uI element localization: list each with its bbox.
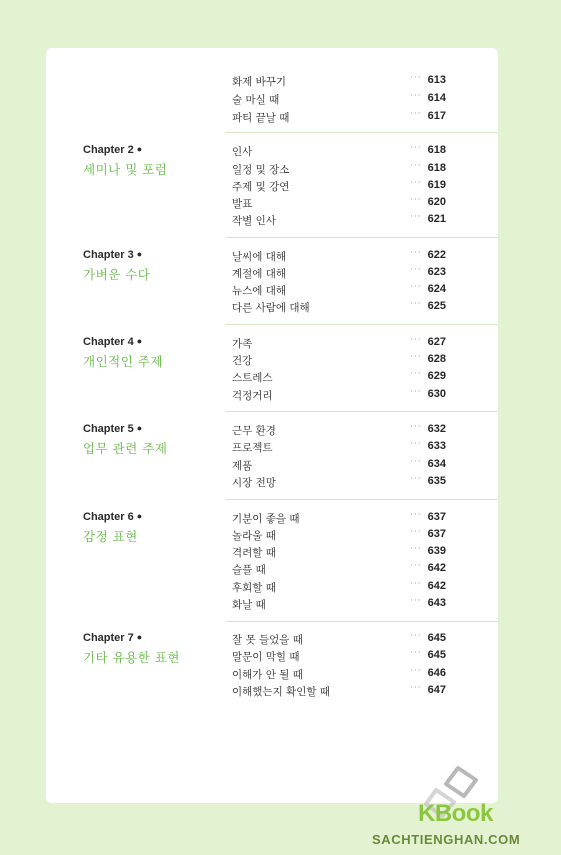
entry-page: 646 [427, 667, 446, 679]
toc-entry[interactable] [46, 423, 498, 440]
entry-title: 화제 바꾸기 [232, 76, 287, 88]
chapter-label: Chapter 2 ● [83, 144, 143, 156]
toc-entry[interactable] [46, 562, 498, 579]
entry-page: 617 [427, 110, 446, 122]
toc-entry[interactable] [46, 196, 498, 213]
entry-title: 일정 및 장소 [232, 164, 290, 176]
entry-page: 630 [427, 388, 446, 400]
entry-page: 645 [427, 632, 446, 644]
toc-entry[interactable] [46, 528, 498, 545]
chapter-title[interactable]: 개인적인 주제 [83, 354, 163, 369]
entry-page: 633 [427, 440, 446, 452]
entry-title: 말문이 막힐 때 [232, 651, 300, 663]
leader-dots: ··· [410, 631, 422, 641]
chapter-title[interactable]: 세미나 및 포럼 [83, 162, 168, 177]
entry-title: 건강 [232, 355, 253, 367]
leader-dots: ··· [410, 369, 422, 379]
toc-entry[interactable] [46, 475, 498, 492]
entry-page: 623 [427, 266, 446, 278]
leader-dots: ··· [410, 195, 422, 205]
entry-title: 놀라울 때 [232, 530, 276, 542]
leader-dots: ··· [410, 683, 422, 693]
toc-entry[interactable] [46, 649, 498, 666]
entry-page: 628 [427, 353, 446, 365]
entry-title: 이해가 안 될 때 [232, 669, 303, 681]
toc-entry[interactable] [46, 440, 498, 457]
chapter-title[interactable]: 감정 표현 [83, 529, 138, 544]
entry-title: 격려할 때 [232, 547, 276, 559]
entry-title: 술 마실 때 [232, 94, 280, 106]
entry-page: 635 [427, 475, 446, 487]
entry-page: 629 [427, 370, 446, 382]
entry-page: 643 [427, 597, 446, 609]
section-divider [226, 132, 498, 133]
toc-entry[interactable] [46, 545, 498, 562]
leader-dots: ··· [410, 91, 422, 101]
leader-dots: ··· [410, 439, 422, 449]
entry-title: 날씨에 대해 [232, 251, 287, 263]
leader-dots: ··· [410, 265, 422, 275]
entry-page: 625 [427, 300, 446, 312]
entry-title: 다른 사람에 대해 [232, 302, 310, 314]
toc-entry[interactable] [46, 179, 498, 196]
entry-title: 걱정거리 [232, 390, 273, 402]
chapter-title[interactable]: 업무 관련 주제 [83, 441, 168, 456]
leader-dots: ··· [410, 596, 422, 606]
entry-page: 627 [427, 336, 446, 348]
entry-title: 발표 [232, 198, 253, 210]
chapter-label: Chapter 6 ● [83, 511, 143, 523]
entry-title: 화날 때 [232, 599, 266, 611]
chapter-label: Chapter 4 ● [83, 336, 143, 348]
toc-entry[interactable] [46, 458, 498, 475]
leader-dots: ··· [410, 248, 422, 258]
leader-dots: ··· [410, 387, 422, 397]
section-divider [226, 411, 498, 412]
toc-entry[interactable] [46, 370, 498, 387]
section-divider [226, 499, 498, 500]
entry-page: 619 [427, 179, 446, 191]
entry-page: 642 [427, 580, 446, 592]
entry-title: 후회할 때 [232, 582, 276, 594]
toc-entry[interactable] [46, 300, 498, 317]
entry-page: 637 [427, 528, 446, 540]
entry-title: 스트레스 [232, 372, 273, 384]
entry-title: 계절에 대해 [232, 268, 287, 280]
chapter-label: Chapter 3 ● [83, 249, 143, 261]
entry-title: 기분이 좋을 때 [232, 513, 300, 525]
toc-entry[interactable] [46, 632, 498, 649]
entry-title: 근무 환경 [232, 425, 276, 437]
entry-title: 잘 못 들었을 때 [232, 634, 303, 646]
toc-entry[interactable] [46, 110, 498, 127]
leader-dots: ··· [410, 422, 422, 432]
toc-entry[interactable] [46, 511, 498, 528]
site-watermark: SACHTIENGHAN.COM [372, 832, 521, 847]
leader-dots: ··· [410, 299, 422, 309]
section-divider [226, 621, 498, 622]
chapter-title[interactable]: 가벼운 수다 [83, 267, 151, 282]
entry-page: 621 [427, 213, 446, 225]
entry-title: 인사 [232, 146, 253, 158]
leader-dots: ··· [410, 474, 422, 484]
toc-entry[interactable] [46, 213, 498, 230]
entry-page: 634 [427, 458, 446, 470]
chapter-title[interactable]: 기타 유용한 표현 [83, 650, 180, 665]
leader-dots: ··· [410, 109, 422, 119]
entry-page: 642 [427, 562, 446, 574]
leader-dots: ··· [410, 282, 422, 292]
entry-title: 슬플 때 [232, 564, 266, 576]
entry-title: 작별 인사 [232, 215, 276, 227]
toc-entry[interactable] [46, 283, 498, 300]
toc-entry[interactable] [46, 92, 498, 109]
leader-dots: ··· [410, 544, 422, 554]
leader-dots: ··· [410, 161, 422, 171]
chapter-label: Chapter 7 ● [83, 632, 143, 644]
leader-dots: ··· [410, 352, 422, 362]
leader-dots: ··· [410, 561, 422, 571]
toc-entry[interactable] [46, 580, 498, 597]
toc-entry[interactable] [46, 388, 498, 405]
entry-title: 가족 [232, 338, 253, 350]
toc-entry[interactable] [46, 74, 498, 91]
leader-dots: ··· [410, 579, 422, 589]
toc-entry[interactable] [46, 162, 498, 179]
section-divider [226, 324, 498, 325]
toc-entry[interactable] [46, 667, 498, 684]
entry-title: 제품 [232, 460, 253, 472]
leader-dots: ··· [410, 457, 422, 467]
entry-title: 파티 끝날 때 [232, 112, 290, 124]
entry-page: 624 [427, 283, 446, 295]
leader-dots: ··· [410, 666, 422, 676]
entry-page: 614 [427, 92, 446, 104]
leader-dots: ··· [410, 73, 422, 83]
entry-page: 618 [427, 162, 446, 174]
toc-entry[interactable] [46, 144, 498, 161]
section-divider [226, 237, 498, 238]
entry-page: 632 [427, 423, 446, 435]
leader-dots: ··· [410, 143, 422, 153]
leader-dots: ··· [410, 212, 422, 222]
toc-entry[interactable] [46, 684, 498, 701]
entry-page: 645 [427, 649, 446, 661]
toc-entry[interactable] [46, 353, 498, 370]
entry-page: 639 [427, 545, 446, 557]
toc-entry[interactable] [46, 249, 498, 266]
entry-page: 622 [427, 249, 446, 261]
entry-page: 618 [427, 144, 446, 156]
brand-logo-text: KBook [418, 800, 493, 827]
leader-dots: ··· [410, 178, 422, 188]
toc-entry[interactable] [46, 597, 498, 614]
entry-page: 637 [427, 511, 446, 523]
entry-title: 이해했는지 확인할 때 [232, 686, 330, 698]
entry-page: 620 [427, 196, 446, 208]
entry-page: 613 [427, 74, 446, 86]
toc-page [46, 48, 498, 803]
toc-entry[interactable] [46, 266, 498, 283]
entry-page: 647 [427, 684, 446, 696]
entry-title: 뉴스에 대해 [232, 285, 287, 297]
leader-dots: ··· [410, 335, 422, 345]
entry-title: 프로젝트 [232, 442, 273, 454]
toc-entry[interactable] [46, 336, 498, 353]
entry-title: 시장 전망 [232, 477, 276, 489]
leader-dots: ··· [410, 648, 422, 658]
leader-dots: ··· [410, 527, 422, 537]
chapter-label: Chapter 5 ● [83, 423, 143, 435]
leader-dots: ··· [410, 510, 422, 520]
entry-title: 주제 및 강연 [232, 181, 290, 193]
